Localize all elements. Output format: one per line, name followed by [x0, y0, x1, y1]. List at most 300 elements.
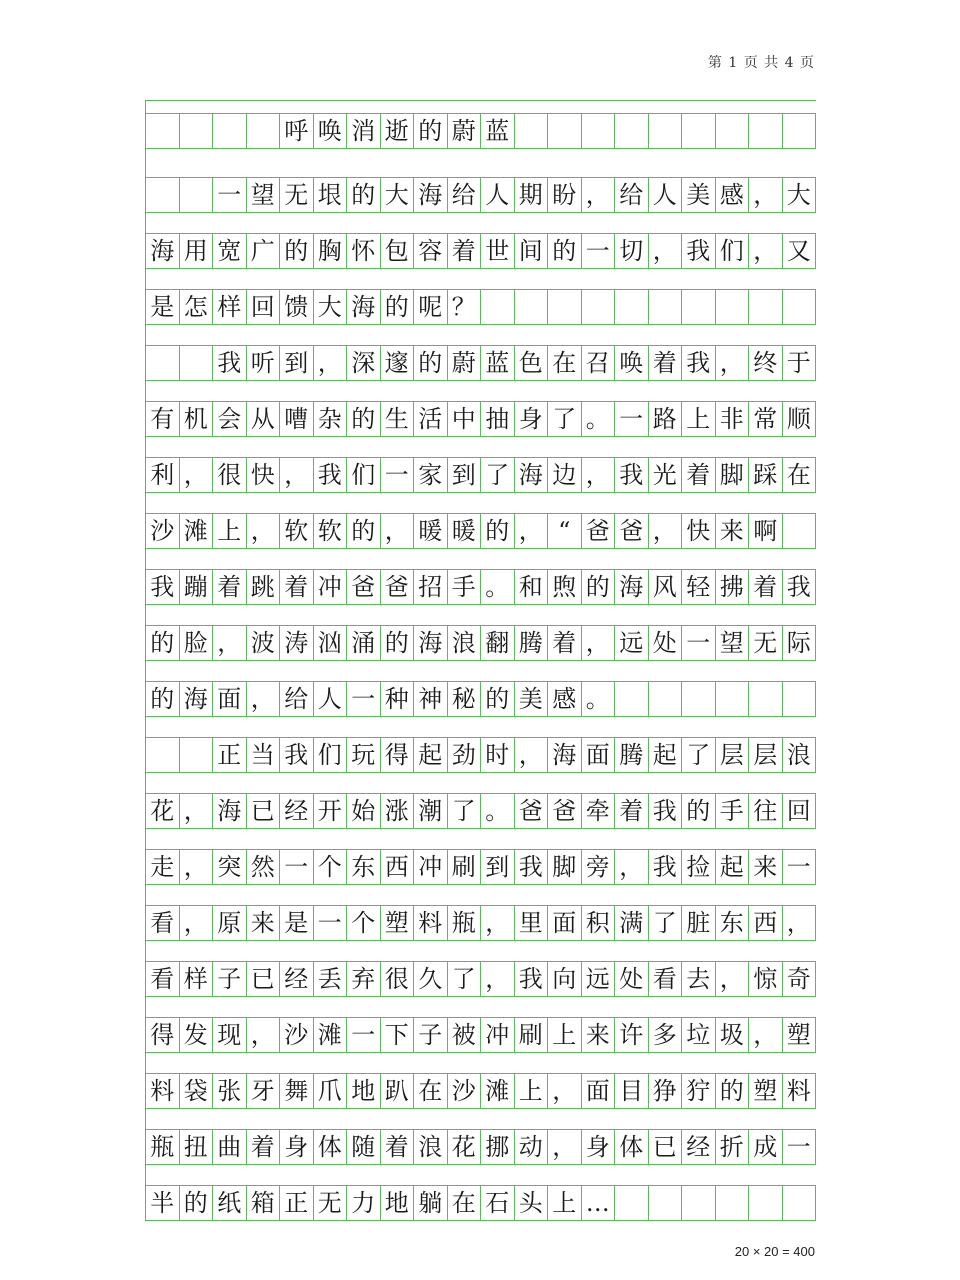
grid-cell: 折	[716, 1130, 750, 1164]
grid-cell: 蔚	[448, 346, 482, 380]
grid-cell: 狞	[682, 1074, 716, 1108]
essay-text-row	[146, 325, 816, 381]
grid-cell: 扭	[180, 1130, 214, 1164]
grid-cell: 我	[682, 346, 716, 380]
grid-cell: 。	[582, 402, 616, 436]
grid-cell: 种	[381, 682, 415, 716]
grid-cell: 给	[448, 178, 482, 212]
grid-cell: 的	[381, 626, 415, 660]
grid-cell: 在	[783, 458, 817, 492]
grid-cell: 着	[448, 234, 482, 268]
grid-cell	[716, 114, 750, 148]
grid-cell: 一	[381, 458, 415, 492]
grid-cell: 面	[582, 738, 616, 772]
grid-cell: 用	[180, 234, 214, 268]
grid-cell: 路	[649, 402, 683, 436]
grid-cell: 了	[448, 794, 482, 828]
grid-cell: 上	[548, 1018, 582, 1052]
grid-cell: ，	[180, 458, 214, 492]
grid-cell: 海	[180, 682, 214, 716]
grid-cell: 快	[247, 458, 281, 492]
grid-cell: 广	[247, 234, 281, 268]
essay-text-row	[146, 941, 816, 997]
grid-cell: 来	[247, 906, 281, 940]
grid-cell: 西	[749, 906, 783, 940]
grid-cell: 的	[381, 290, 415, 324]
grid-cell: 感	[548, 682, 582, 716]
grid-cell: 的	[347, 514, 381, 548]
grid-cell: 浪	[448, 626, 482, 660]
grid-cell: 煦	[548, 570, 582, 604]
grid-cell: 样	[180, 962, 214, 996]
grid-cell: 切	[615, 234, 649, 268]
grid-cell	[615, 290, 649, 324]
essay-text-row	[146, 1109, 816, 1165]
page-number: 第 1 页 共 4 页	[707, 55, 815, 71]
grid-cell: 时	[481, 738, 515, 772]
grid-cell: 中	[448, 402, 482, 436]
grid-cell: 们	[716, 234, 750, 268]
grid-cell: 一	[682, 626, 716, 660]
essay-text-row	[146, 1165, 816, 1221]
grid-cell: 半	[146, 1186, 180, 1220]
grid-cell: 波	[247, 626, 281, 660]
grid-cell: ，	[247, 682, 281, 716]
grid-cell: 的	[146, 626, 180, 660]
grid-cell: 处	[615, 962, 649, 996]
grid-cell: 蔚	[448, 114, 482, 148]
grid-cell: 身	[582, 1130, 616, 1164]
grid-cell: 给	[615, 178, 649, 212]
grid-cell: 无	[749, 626, 783, 660]
grid-cell	[213, 114, 247, 148]
grid-cell: 在	[414, 1074, 448, 1108]
grid-cell: 塑	[381, 906, 415, 940]
grid-cell	[749, 682, 783, 716]
grid-cell: 无	[314, 1186, 348, 1220]
grid-cell: 爸	[347, 570, 381, 604]
essay-text-row	[146, 381, 816, 437]
grid-cell: 的	[716, 1074, 750, 1108]
grid-cell: 许	[615, 1018, 649, 1052]
grid-cell: 远	[582, 962, 616, 996]
essay-text-row	[146, 885, 816, 941]
grid-cell: 现	[213, 1018, 247, 1052]
grid-cell: 海	[347, 290, 381, 324]
grid-cell: ，	[180, 850, 214, 884]
grid-cell	[649, 114, 683, 148]
grid-cell: 一	[347, 682, 381, 716]
grid-cell	[515, 114, 549, 148]
grid-cell: 了	[682, 738, 716, 772]
grid-cell: 着	[247, 1130, 281, 1164]
grid-cell: 随	[347, 1130, 381, 1164]
grid-cell: 地	[381, 1186, 415, 1220]
grid-cell: 快	[682, 514, 716, 548]
grid-cell	[582, 114, 616, 148]
grid-cell: ，	[247, 1018, 281, 1052]
grid-cell: 到	[448, 458, 482, 492]
grid-cell: 间	[515, 234, 549, 268]
grid-cell: 一	[347, 1018, 381, 1052]
grid-cell: 被	[448, 1018, 482, 1052]
grid-cell: 浪	[783, 738, 817, 772]
grid-cell: 望	[716, 626, 750, 660]
grid-cell: 色	[515, 346, 549, 380]
grid-cell	[716, 290, 750, 324]
grid-cell	[481, 290, 515, 324]
grid-cell: 经	[682, 1130, 716, 1164]
grid-cell	[146, 346, 180, 380]
grid-cell: 惊	[749, 962, 783, 996]
grid-cell: 蹦	[180, 570, 214, 604]
grid-cell: 曲	[213, 1130, 247, 1164]
grid-cell: 的	[481, 514, 515, 548]
grid-cell: 冲	[481, 1018, 515, 1052]
grid-cell: ，	[716, 962, 750, 996]
grid-cell: 一	[615, 402, 649, 436]
grid-cell: 美	[682, 178, 716, 212]
grid-cell: ？	[448, 290, 482, 324]
grid-cell: 面	[582, 1074, 616, 1108]
grid-cell: 听	[247, 346, 281, 380]
grid-cell: ，	[280, 458, 314, 492]
grid-cell: 家	[414, 458, 448, 492]
grid-cell	[180, 738, 214, 772]
grid-cell: ，	[749, 234, 783, 268]
grid-cell: 层	[749, 738, 783, 772]
grid-cell: 的	[481, 682, 515, 716]
grid-cell: 瓶	[448, 906, 482, 940]
grid-cell: 一	[213, 178, 247, 212]
grid-cell: 冲	[414, 850, 448, 884]
grid-cell: 邃	[381, 346, 415, 380]
grid-cell: ，	[548, 1074, 582, 1108]
grid-cell: 杂	[314, 402, 348, 436]
essay-text-row	[146, 717, 816, 773]
grid-cell: 有	[146, 402, 180, 436]
grid-cell: 玩	[347, 738, 381, 772]
grid-cell: 腾	[515, 626, 549, 660]
grid-cell: ，	[381, 514, 415, 548]
grid-cell: 我	[280, 738, 314, 772]
grid-cell: 一	[783, 1130, 817, 1164]
grid-cell: 奇	[783, 962, 817, 996]
grid-cell: 得	[146, 1018, 180, 1052]
grid-cell: 人	[314, 682, 348, 716]
grid-cell: 着	[682, 458, 716, 492]
essay-text-row	[146, 157, 816, 213]
grid-cell: 翻	[481, 626, 515, 660]
grid-cell: ，	[548, 1130, 582, 1164]
grid-cell: 大	[314, 290, 348, 324]
grid-cell: 突	[213, 850, 247, 884]
grid-cell: 海	[414, 626, 448, 660]
grid-cell: 望	[247, 178, 281, 212]
grid-cell: 子	[414, 1018, 448, 1052]
grid-cell: 脏	[682, 906, 716, 940]
essay-text-row	[146, 605, 816, 661]
grid-cell: 个	[347, 906, 381, 940]
grid-cell: 花	[146, 794, 180, 828]
grid-cell	[649, 682, 683, 716]
grid-cell: 着	[381, 1130, 415, 1164]
grid-cell: 瓶	[146, 1130, 180, 1164]
grid-cell: 圾	[716, 1018, 750, 1052]
grid-cell: 馈	[280, 290, 314, 324]
essay-text-row	[146, 493, 816, 549]
grid-cell: 目	[615, 1074, 649, 1108]
grid-cell: 汹	[314, 626, 348, 660]
grid-cell: 力	[347, 1186, 381, 1220]
grid-cell: 舞	[280, 1074, 314, 1108]
grid-cell: 了	[481, 458, 515, 492]
grid-cell: 胸	[314, 234, 348, 268]
grid-cell: ，	[716, 346, 750, 380]
grid-cell: 活	[414, 402, 448, 436]
grid-cell: 潮	[414, 794, 448, 828]
grid-cell: 的	[414, 346, 448, 380]
essay-text-row	[146, 269, 816, 325]
grid-cell: 召	[582, 346, 616, 380]
grid-cell: 箱	[247, 1186, 281, 1220]
grid-cell: ，	[247, 514, 281, 548]
grid-cell: 在	[448, 1186, 482, 1220]
grid-cell: 上	[515, 1074, 549, 1108]
grid-cell: 了	[448, 962, 482, 996]
grid-cell: 着	[615, 794, 649, 828]
grid-cell: 呼	[280, 114, 314, 148]
grid-cell: 爸	[615, 514, 649, 548]
grid-cell: 我	[682, 234, 716, 268]
grid-cell: 的	[280, 234, 314, 268]
grid-cell: 嘈	[280, 402, 314, 436]
grid-cell: 西	[381, 850, 415, 884]
grid-cell: 看	[146, 906, 180, 940]
grid-cell: 生	[381, 402, 415, 436]
grid-cell: 个	[314, 850, 348, 884]
grid-cell: 了	[649, 906, 683, 940]
grid-cell: 已	[247, 962, 281, 996]
grid-cell	[783, 514, 817, 548]
grid-cell: 上	[682, 402, 716, 436]
grid-cell: ，	[649, 514, 683, 548]
grid-cell: 一	[280, 850, 314, 884]
grid-cell: 来	[749, 850, 783, 884]
grid-cell: 身	[515, 402, 549, 436]
grid-cell: 浪	[414, 1130, 448, 1164]
grid-cell: 拂	[716, 570, 750, 604]
grid-cell: 的	[414, 114, 448, 148]
grid-cell: 一	[582, 234, 616, 268]
grid-cell: 刷	[515, 1018, 549, 1052]
grid-cell: 已	[649, 1130, 683, 1164]
grid-cell: 深	[347, 346, 381, 380]
grid-cell: 感	[716, 178, 750, 212]
grid-cell	[649, 290, 683, 324]
grid-cell: 软	[280, 514, 314, 548]
grid-cell: 光	[649, 458, 683, 492]
grid-cell	[682, 682, 716, 716]
grid-cell: 起	[716, 850, 750, 884]
grid-cell	[247, 114, 281, 148]
grid-cell: 爪	[314, 1074, 348, 1108]
grid-cell: 看	[146, 962, 180, 996]
grid-cell: 塑	[783, 1018, 817, 1052]
grid-cell: 手	[716, 794, 750, 828]
grid-cell: 积	[582, 906, 616, 940]
grid-cell: 啊	[749, 514, 783, 548]
grid-cell: 宽	[213, 234, 247, 268]
grid-cell	[180, 346, 214, 380]
grid-cell: 容	[414, 234, 448, 268]
manuscript-grid	[145, 100, 816, 1221]
grid-cell: 东	[716, 906, 750, 940]
grid-cell: 着	[280, 570, 314, 604]
grid-cell: 已	[247, 794, 281, 828]
grid-cell: 我	[146, 570, 180, 604]
grid-cell: 一	[314, 906, 348, 940]
grid-cell: 爸	[582, 514, 616, 548]
grid-cell	[615, 1186, 649, 1220]
grid-cell	[682, 290, 716, 324]
grid-cell: 牵	[582, 794, 616, 828]
grid-cell	[146, 178, 180, 212]
grid-cell: 回	[783, 794, 817, 828]
grid-cell	[615, 114, 649, 148]
grid-cell: 动	[515, 1130, 549, 1164]
essay-text-row	[146, 213, 816, 269]
grid-cell: 沙	[280, 1018, 314, 1052]
grid-cell: ，	[314, 346, 348, 380]
grid-cell: 美	[515, 682, 549, 716]
essay-text-row	[146, 829, 816, 885]
grid-cell: 向	[548, 962, 582, 996]
grid-cell: 起	[414, 738, 448, 772]
grid-cell: 我	[649, 794, 683, 828]
grid-cell: 狰	[649, 1074, 683, 1108]
grid-cell: 们	[347, 458, 381, 492]
grid-cell	[649, 1186, 683, 1220]
grid-cell: “	[548, 514, 582, 548]
grid-cell: 地	[347, 1074, 381, 1108]
grid-cell: 海	[548, 738, 582, 772]
grid-cell: 挪	[481, 1130, 515, 1164]
grid-cell: …	[582, 1186, 616, 1220]
grid-cell: 来	[716, 514, 750, 548]
grid-cell: 上	[213, 514, 247, 548]
grid-cell: 海	[146, 234, 180, 268]
grid-cell	[783, 682, 817, 716]
grid-cell: 经	[280, 794, 314, 828]
grid-cell: 手	[448, 570, 482, 604]
grid-cell: 滩	[481, 1074, 515, 1108]
grid-cell: ，	[582, 626, 616, 660]
grid-cell: 人	[481, 178, 515, 212]
grid-cell: 非	[716, 402, 750, 436]
essay-text-row	[146, 661, 816, 717]
grid-cell: 海	[515, 458, 549, 492]
grid-cell: 很	[381, 962, 415, 996]
grid-cell: ，	[180, 906, 214, 940]
grid-cell: 大	[381, 178, 415, 212]
grid-cell: 轻	[682, 570, 716, 604]
grid-cell: 我	[615, 458, 649, 492]
grid-cell	[180, 114, 214, 148]
grid-cell: 劲	[448, 738, 482, 772]
grid-cell: 纸	[213, 1186, 247, 1220]
grid-cell: 我	[213, 346, 247, 380]
grid-cell: 正	[213, 738, 247, 772]
grid-cell: 又	[783, 234, 817, 268]
grid-cell: 袋	[180, 1074, 214, 1108]
grid-cell: 开	[314, 794, 348, 828]
grid-cell: 头	[515, 1186, 549, 1220]
grid-cell: 会	[213, 402, 247, 436]
grid-cell	[716, 1186, 750, 1220]
grid-cell: 起	[649, 738, 683, 772]
grid-cell: 怀	[347, 234, 381, 268]
grid-cell: 旁	[582, 850, 616, 884]
grid-cell: 唤	[314, 114, 348, 148]
grid-cell: 海	[414, 178, 448, 212]
grid-cell: ，	[582, 458, 616, 492]
grid-cell: 我	[783, 570, 817, 604]
grid-cell: 趴	[381, 1074, 415, 1108]
essay-title-row	[146, 101, 816, 157]
grid-cell: 软	[314, 514, 348, 548]
grid-cell: 海	[615, 570, 649, 604]
grid-cell: 沙	[448, 1074, 482, 1108]
grid-cell: 弃	[347, 962, 381, 996]
grid-cell: ，	[615, 850, 649, 884]
grid-cell: 涌	[347, 626, 381, 660]
grid-cell: 我	[515, 850, 549, 884]
grid-cell: 远	[615, 626, 649, 660]
grid-cell: ，	[649, 234, 683, 268]
grid-cell: 无	[280, 178, 314, 212]
essay-text-row	[146, 773, 816, 829]
grid-cell: 里	[515, 906, 549, 940]
grid-cell: 我	[314, 458, 348, 492]
grid-cell: ，	[180, 794, 214, 828]
grid-cell: 牙	[247, 1074, 281, 1108]
grid-cell: ，	[783, 906, 817, 940]
essay-text-row	[146, 549, 816, 605]
grid-cell: 我	[515, 962, 549, 996]
grid-cell: 脸	[180, 626, 214, 660]
grid-cell: 边	[548, 458, 582, 492]
essay-text-row	[146, 1053, 816, 1109]
grid-cell: 子	[213, 962, 247, 996]
grid-cell: 消	[347, 114, 381, 148]
grid-cell: 涨	[381, 794, 415, 828]
grid-cell	[749, 114, 783, 148]
grid-cell: ，	[213, 626, 247, 660]
grid-count-label: 20 × 20 = 400	[734, 1244, 815, 1259]
grid-cell: 在	[548, 346, 582, 380]
grid-cell: 滩	[180, 514, 214, 548]
grid-cell	[783, 1186, 817, 1220]
grid-cell	[180, 178, 214, 212]
grid-cell: 的	[548, 234, 582, 268]
grid-cell: 样	[213, 290, 247, 324]
grid-cell: 石	[481, 1186, 515, 1220]
grid-cell: 的	[682, 794, 716, 828]
grid-cell: 面	[548, 906, 582, 940]
grid-cell: 爸	[381, 570, 415, 604]
grid-cell: 包	[381, 234, 415, 268]
